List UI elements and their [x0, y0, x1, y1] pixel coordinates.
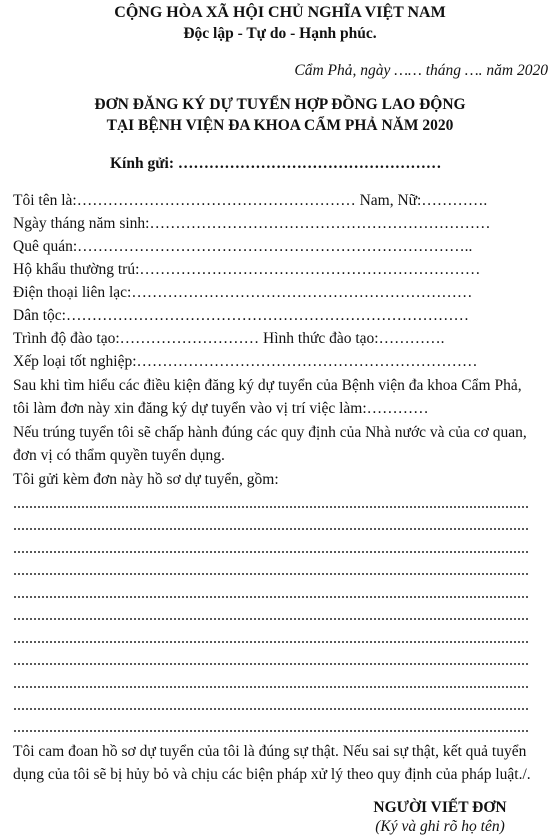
attachment-line: [13, 730, 530, 733]
field-ethnicity: Dân tộc:……………………………………………………………………: [13, 307, 469, 324]
field-full-name: Tôi tên là:……………………………………………… Nam, Nữ:………….: [13, 192, 488, 209]
attachment-line: [13, 506, 530, 509]
attachment-line: [13, 573, 530, 576]
intro-line-1: Sau khi tìm hiểu các điều kiện đăng ký dự tuyển của Bệnh viện đa khoa Cẩm Phả,: [13, 377, 522, 394]
signature-title: NGƯỜI VIẾT ĐƠN: [373, 799, 507, 816]
intro-line-2: tôi làm đơn này xin đăng ký dự tuyển vào vị trí việc làm:…………: [13, 400, 429, 417]
attachment-line: [13, 641, 530, 644]
field-residence: Hộ khẩu thường trú:…………………………………………………………: [13, 261, 481, 278]
attachment-line: [13, 708, 530, 711]
attachment-line: [13, 596, 530, 599]
field-hometown: Quê quán:…………………………………………………………………..: [13, 238, 473, 255]
form-title-line1: ĐƠN ĐĂNG KÝ DỰ TUYỂN HỢP ĐỒNG LAO ĐỘNG: [94, 96, 466, 113]
salutation: Kính gửi: ……………………………………………: [110, 155, 442, 172]
field-date-of-birth: Ngày tháng năm sinh:…………………………………………………………: [13, 215, 491, 232]
attachment-line: [13, 551, 530, 554]
attachments-heading: Tôi gửi kèm đơn này hồ sơ dự tuyển, gồm:: [13, 471, 279, 488]
place-date: Cẩm Phả, ngày …… tháng …. năm 2020: [294, 62, 548, 79]
attachment-line: [13, 528, 530, 531]
attachment-line: [13, 663, 530, 666]
nation-heading: CỘNG HÒA XÃ HỘI CHỦ NGHĨA VIỆT NAM: [114, 4, 446, 21]
attachment-line: [13, 686, 530, 689]
pledge-line-1: Nếu trúng tuyển tôi sẽ chấp hành đúng các quy định của Nhà nước và của cơ quan,: [13, 424, 527, 441]
motto: Độc lập - Tự do - Hạnh phúc.: [183, 25, 377, 42]
commitment-line-2: dụng của tôi sẽ bị hủy bỏ và chịu các biện pháp xử lý theo quy định của pháp luật./.: [13, 766, 531, 783]
field-graduation-grade: Xếp loại tốt nghiệp:…………………………………………………………: [13, 353, 478, 370]
signature-note: (Ký và ghi rõ họ tên): [375, 818, 505, 835]
commitment-line-1: Tôi cam đoan hồ sơ dự tuyển của tôi là đúng sự thật. Nếu sai sự thật, kết quả tuyển: [13, 743, 527, 760]
form-title-line2: TẠI BỆNH VIỆN ĐA KHOA CẨM PHẢ NĂM 2020: [106, 117, 454, 134]
pledge-line-2: đơn vị có thẩm quyền tuyển dụng.: [13, 447, 225, 464]
field-education: Trình độ đào tạo:……………………… Hình thức đào tạo:………….: [13, 330, 445, 347]
field-phone: Điện thoại liên lạc:…………………………………………………………: [13, 284, 473, 301]
attachment-line: [13, 618, 530, 621]
